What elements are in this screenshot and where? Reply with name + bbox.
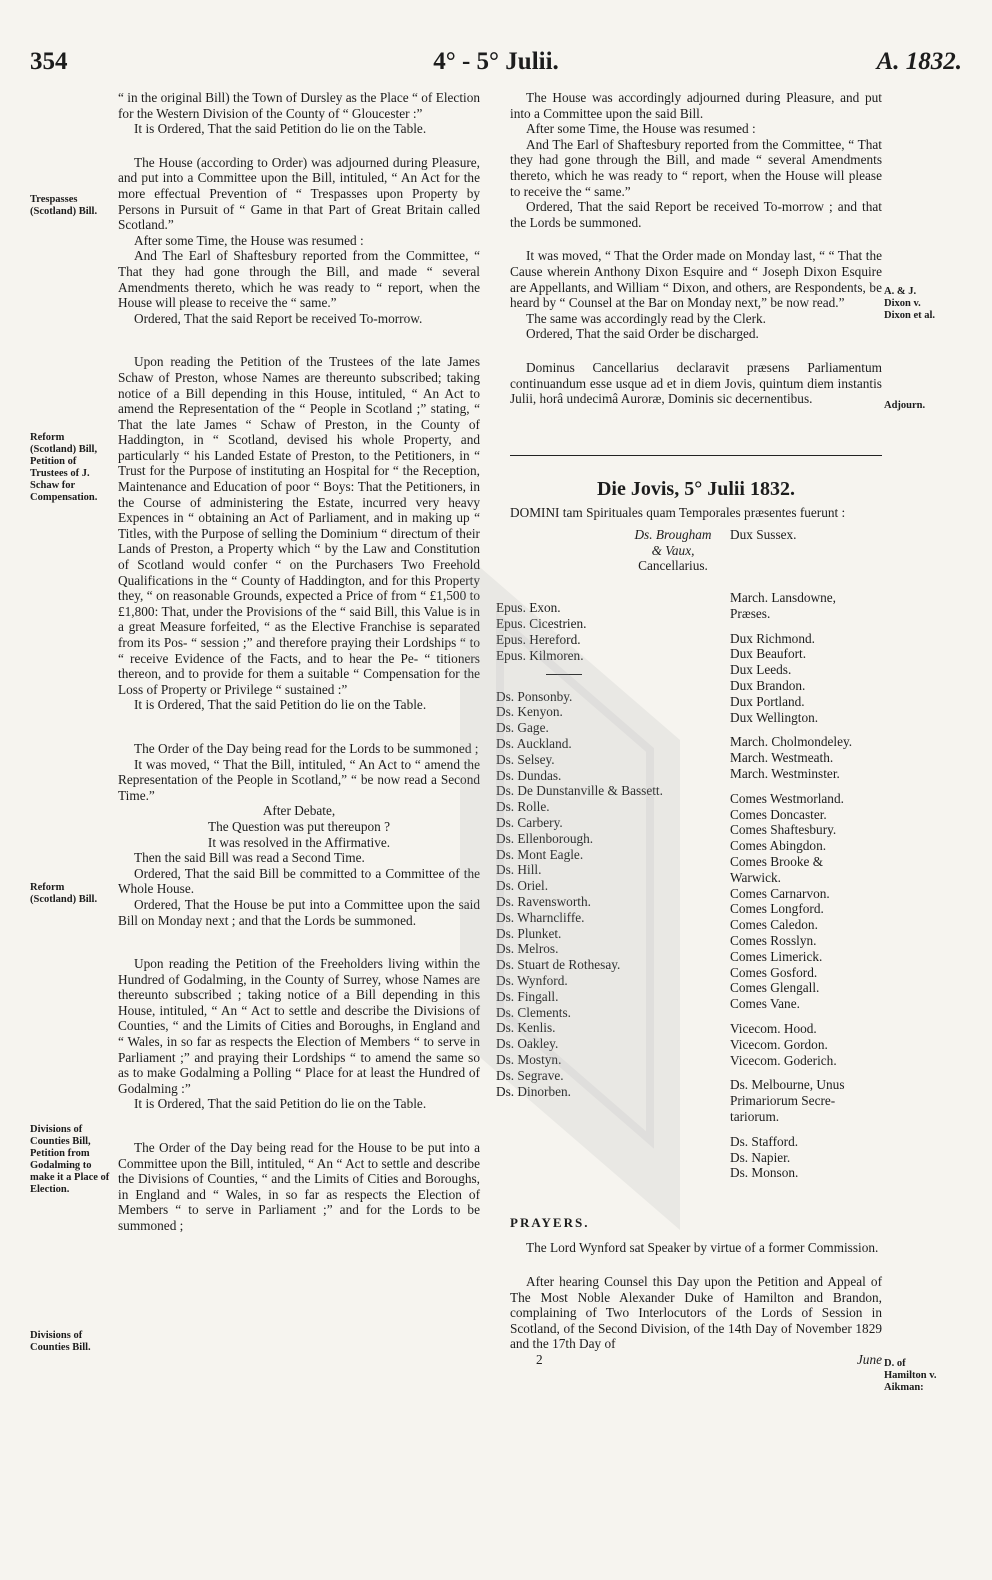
paragraph: The Order of the Day being read for the House to be put into a Committee upon the Bill, intituled, “ An “ Act to settle and describe the Divisions of Counties, “ and the Limits of Cities and Boroughs, in England and “ Wales, in so far as respects the Election of Members “ to serve in Parliament ;” and for the Lords to be summoned ; (118, 1140, 480, 1233)
paragraph: And The Earl of Shaftesbury reported from the Committee, “ That they had gone through the Bill, and made “ several Amendments thereto, which he was ready to “ report, when the House will please to receive the “ same.” (118, 248, 480, 311)
peer-entry: Comes Glengall. (730, 980, 820, 996)
paragraph: Ordered, That the said Order be discharged. (526, 326, 759, 342)
peer-entry: Vicecom. Gordon. (730, 1036, 828, 1052)
baron-entry: Ds. Hill. (496, 862, 542, 878)
baron-entry: Ds. Dundas. (496, 767, 562, 783)
peer-entry: Vicecom. Hood. (730, 1020, 817, 1036)
right-column (496, 90, 882, 1368)
paragraph: Dominus Cancellarius declaravit præsens Parliamentum continuandum esse usque ad et in diem Jovis, quintum diem instantis Julii, horâ undecimâ Auroræ, Dominis sic decernentibus. (510, 359, 882, 407)
peer-entry: Dux Portland. (730, 693, 805, 709)
chancellor-title: Cancellarius. (638, 558, 708, 574)
peer-entry: Dux Leeds. (730, 662, 792, 678)
baron-entry: Ds. Kenlis. (496, 1020, 556, 1036)
paragraph: Then the said Bill was read a Second Time. (134, 850, 365, 866)
paragraph: Ordered, That the said Report be received To-morrow ; and that the Lords be summoned. (510, 199, 882, 230)
spacer (730, 782, 890, 791)
lords-right-list (730, 527, 890, 1181)
spacer (730, 574, 890, 590)
peer-entry: Primariorum Secre- (730, 1093, 836, 1109)
running-date: 4° - 5° Julii. (433, 48, 559, 75)
running-year: A. 1832. (876, 48, 962, 75)
baron-entry: Ds. Auckland. (496, 736, 572, 752)
speaker-line: The Lord Wynford sat Speaker by virtue of a former Commission. (526, 1240, 879, 1256)
paragraph: After some Time, the House was resumed : (134, 232, 364, 248)
peer-entry: Comes Limerick. (730, 948, 823, 964)
chancellor-name: Ds. Brougham (634, 526, 712, 542)
peer-entry: Comes Westmorland. (730, 790, 844, 806)
baron-entry: Ds. Oriel. (496, 878, 549, 894)
peer-entry: Dux Beaufort. (730, 646, 807, 662)
paragraph: The Order of the Day being read for the Lords to be summoned ; (134, 740, 479, 756)
baron-entry: Ds. Selsey. (496, 751, 555, 767)
paragraph: The Question was put thereupon ? (207, 818, 391, 834)
day-heading: Die Jovis, 5° Julii 1832. (596, 477, 795, 500)
paragraph: After Debate, (262, 803, 336, 819)
baron-entry: Ds. Ponsonby. (496, 688, 573, 704)
peer-entry: Præses. (730, 605, 771, 621)
paragraph: Ordered, That the House be put into a Committee upon the said Bill on Monday next ; and that the Lords be summoned. (118, 896, 480, 928)
lords-present-list (496, 526, 882, 1203)
paragraph: Ordered, That the said Bill be committed to a Committee of the Whole House. (118, 865, 480, 897)
baron-entry: Ds. Clements. (496, 1004, 571, 1020)
baron-entry: Ds. Plunket. (496, 925, 562, 941)
present-line: DOMINI tam Spirituales quam Temporales præsentes fuerunt : (510, 505, 846, 521)
paragraph: It was moved, “ That the Order made on Monday last, “ “ That the Cause wherein Anthony Dixon Esquire and “ Joseph Dixon Esquire are Appellants, and William “ Dixon, and others, are Respondents, be heard by “ Counsel at the Bar on Monday next,” be now read.” (510, 248, 882, 311)
peer-entry: Comes Shaftesbury. (730, 822, 837, 838)
baron-entry: Ds. Mostyn. (496, 1051, 562, 1067)
margin-note: D. of Hamilton v. Aikman: (884, 1358, 937, 1393)
paragraph: The House was accordingly adjourned during Pleasure, and put into a Committee upon the said Bill. (510, 90, 882, 121)
bishop-entry: Epus. Kilmoren. (496, 647, 584, 663)
paragraph: It was resolved in the Affirmative. (207, 834, 391, 850)
spacer (496, 585, 726, 601)
paragraph: It is Ordered, That the said Petition do lie on the Table. (134, 121, 427, 137)
baron-entry: Ds. Stuart de Rothesay. (496, 957, 621, 973)
spacer (730, 622, 890, 631)
baron-entry: Ds. Ravensworth. (496, 894, 591, 910)
lords-left-list (496, 569, 726, 1100)
bishop-entry: Epus. Exon. (496, 600, 561, 616)
spacer (730, 1125, 890, 1134)
peer-entry: March. Cholmondeley. (730, 734, 853, 750)
margin-note: Reform (Scotland) Bill. (30, 882, 98, 905)
chancellor-name: & Vaux, (651, 542, 695, 558)
paragraph: Upon reading the Petition of the Trustees of the late James Schaw of Preston, whose Names are thereunto subscribed; taking notice of a Bill depending in this House, intituled, “ An Act to amend the Representation of the “ People in Scotland ;” stating, “ That the late James “ Schaw of Preston, in the County of Haddington, in “ Scotland, devised his whole Property, and particularly “ his Landed Estate of Preston, to the Petitioners, in “ Trust for the Purpose of instituting an Hospital for “ the Reception, Maintenance and Education of poor “ Boys: That the Petitioners, in the Course of administering the Estate, incurred very heavy Expences in “ obtaining an Act of Parliament, and in making up “ Titles, with the Purpose of selling the Dominium “ directum of their Lands of Preston, a Property which “ by the Law and Constitution of Scotland would confer “ on the Purchasers Two Freehold Qualifications in the “ County of Haddington, and for this Property they, “ on reasonable Grounds, expected a Price of from “ £1,500 to £1,800: That, under the Provisions of the “ said Bill, this Value is in a great Measure forfeited, “ as the Elective Franchise is separated from its Pos- “ session ;” and therefore praying their Lordships “ to “ receive Evidence of the Facts, and to hear the Pe- “ titioners thereon, and to provide for them a suitable “ Compensation for the Loss of Property or Privilege “ sustained :” (118, 354, 480, 697)
spacer (730, 558, 890, 574)
bishop-entry: Epus. Hereford. (496, 632, 581, 648)
baron-entry: Ds. Dinorben. (496, 1083, 571, 1099)
margin-note: A. & J. Dixon v. Dixon et al. (884, 286, 936, 321)
section-rule (510, 455, 882, 456)
peer-entry: Comes Brooke & (730, 854, 824, 870)
peer-entry: Comes Doncaster. (730, 806, 827, 822)
paragraph: Ordered, That the said Report be received To-morrow. (134, 310, 423, 326)
left-column (118, 90, 480, 1234)
spacer (730, 1068, 890, 1077)
peer-entry: Comes Gosford. (730, 964, 818, 980)
catchword: June (856, 1352, 882, 1368)
peer-entry: Vicecom. Goderich. (730, 1052, 837, 1068)
page-footer (510, 1352, 882, 1368)
peer-entry: Ds. Melbourne, Unus (730, 1077, 845, 1093)
paragraph: It is Ordered, That the said Petition do lie on the Table. (134, 697, 427, 713)
peer-entry: March. Westminster. (730, 766, 840, 782)
baron-entry: Ds. Kenyon. (496, 704, 563, 720)
paragraph: “ in the original Bill) the Town of Dursley as the Place “ of Election for the Western Division of the County of “ Gloucester :” (118, 90, 480, 121)
peer-entry: March. Lansdowne, (730, 590, 836, 606)
peer-entry: Ds. Stafford. (730, 1133, 799, 1149)
peer-entry: Comes Longford. (730, 901, 824, 917)
page-number: 354 (30, 48, 68, 75)
margin-note: Trespasses (Scotland) Bill. (30, 194, 98, 217)
peer-entry: Comes Caledon. (730, 917, 818, 933)
peer-entry: Comes Rosslyn. (730, 933, 817, 948)
signature-mark: 2 (536, 1352, 543, 1368)
baron-entry: Ds. Mont Eagle. (496, 846, 584, 862)
spacer (496, 569, 726, 585)
paragraph: It was moved, “ That the Bill, intituled, “ An Act to “ amend the Representation of the People in Scotland,” “ be now read a Second Time.” (118, 756, 480, 803)
paragraph: Upon reading the Petition of the Freeholders living within the Hundred of Godalming, in the County of Surrey, whose Names are thereunto subscribed ; taking notice of a Bill depending in this House, intituled, “ An “ Act to settle and describe the Divisions of Counties, “ and the Limits of Cities and Boroughs, in England and “ Wales, in so far as respects the Election of Members “ to serve in Parliament ;” and praying their Lordships “ to amend the same so as to make Godalming a Polling “ Place for at least the Hundred of Godalming :” (118, 956, 480, 1096)
baron-entry: Ds. De Dunstanville & Bassett. (496, 783, 663, 799)
baron-entry: Ds. Wynford. (496, 973, 568, 988)
baron-entry: Ds. Carbery. (496, 815, 563, 831)
chancellor (618, 527, 728, 574)
paragraph: After some Time, the House was resumed : (526, 121, 756, 137)
peer-entry: Dux Sussex. (730, 526, 797, 542)
short-rule (546, 674, 582, 675)
baron-entry: Ds. Fingall. (496, 988, 559, 1004)
baron-entry: Ds. Segrave. (496, 1067, 564, 1083)
page-header (30, 48, 962, 88)
peer-entry: Dux Wellington. (730, 709, 819, 725)
peer-entry: March. Westmeath. (730, 750, 834, 766)
baron-entry: Ds. Oakley. (496, 1036, 559, 1052)
peer-entry: Comes Vane. (730, 996, 800, 1012)
spacer (730, 1012, 890, 1021)
paragraph: The same was accordingly read by the Clerk. (526, 310, 766, 326)
peer-entry: Comes Abingdon. (730, 838, 827, 854)
paragraph: And The Earl of Shaftesbury reported from the Committee, “ That they had gone through the Bill, and made “ several Amendments thereto, which he was ready to “ report, when the House will please to receive the “ same.” (510, 136, 882, 199)
margin-note: Divisions of Counties Bill, Petition from Godalming to make it a Place of Election. (30, 1124, 110, 1195)
bishop-entry: Epus. Cicestrien. (496, 616, 587, 632)
paragraph: It is Ordered, That the said Petition do lie on the Table. (134, 1096, 427, 1112)
peer-entry: Dux Brandon. (730, 678, 806, 694)
baron-entry: Ds. Rolle. (496, 799, 550, 815)
peer-entry: Dux Richmond. (730, 630, 815, 646)
spacer (730, 725, 890, 734)
prayers-heading: PRAYERS. (510, 1214, 590, 1230)
peer-entry: Ds. Napier. (730, 1149, 791, 1165)
peer-entry: Warwick. (730, 869, 781, 885)
baron-entry: Ds. Wharncliffe. (496, 909, 585, 925)
baron-entry: Ds. Melros. (496, 941, 559, 957)
baron-entry: Ds. Gage. (496, 720, 549, 736)
baron-entry: Ds. Ellenborough. (496, 830, 594, 846)
peer-entry: Ds. Monson. (730, 1165, 799, 1181)
peer-entry: Comes Carnarvon. (730, 885, 830, 901)
paragraph: The House (according to Order) was adjourned during Pleasure, and put into a Committee upon the Bill, intituled, “ An Act for the more effectual Prevention of “ Trespasses upon Property by Persons in Pursuit of “ Game in that Part of Great Britain called Scotland.” (118, 154, 480, 233)
margin-note: Adjourn. (884, 400, 926, 411)
final-paragraph: After hearing Counsel this Day upon the Petition and Appeal of The Most Noble Alexander Duke of Hamilton and Brandon, complaining of Two Interlocutors of the Lords of Session in Scotland, of the Second Division, of the 14th Day of November 1829 and the 17th Day of (510, 1274, 882, 1352)
spacer (730, 543, 890, 559)
margin-note: Divisions of Counties Bill. (30, 1330, 91, 1353)
margin-note: Reform (Scotland) Bill, Petition of Trustees of J. Schaw for Compensation. (30, 432, 98, 503)
peer-entry: tariorum. (730, 1108, 780, 1124)
